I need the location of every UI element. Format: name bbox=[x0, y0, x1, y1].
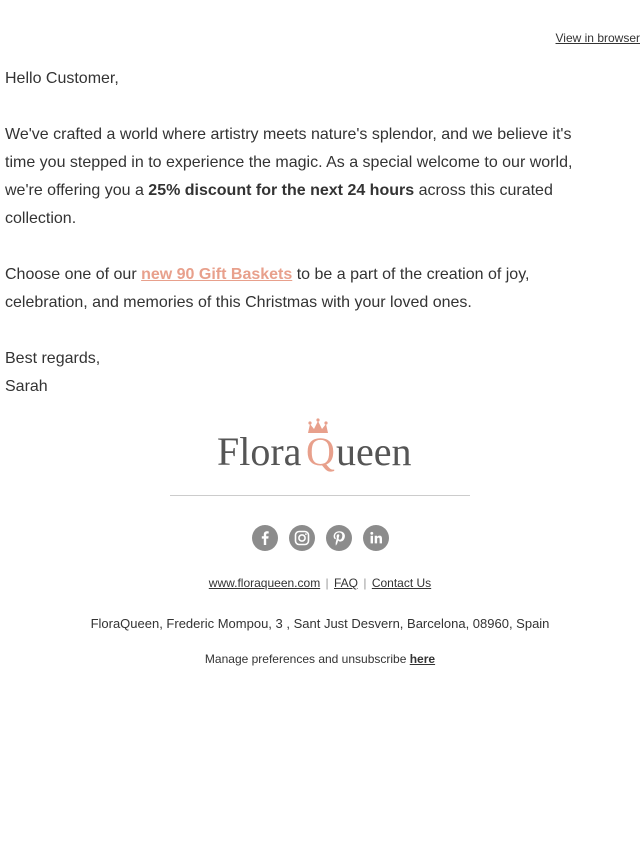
offer-text-2: across this curated collection. bbox=[5, 182, 553, 227]
contact-us-link[interactable]: Contact Us bbox=[371, 576, 432, 590]
view-in-browser-link[interactable]: View in browser bbox=[555, 31, 640, 45]
view-in-browser-row bbox=[556, 31, 640, 45]
link-separator: | bbox=[325, 576, 329, 590]
linkedin-icon[interactable] bbox=[363, 525, 389, 551]
signature: Sarah bbox=[5, 378, 48, 395]
link-separator: | bbox=[363, 576, 367, 590]
offer-discount-bold: 25% discount for the next 24 hours bbox=[148, 182, 415, 199]
manage-text: Manage preferences and unsubscribe bbox=[204, 652, 410, 666]
offer-text-1: We've crafted a world where artistry meets nature's splendor, and we believe it's time you stepped in to experience the magic. As a special welcome to our world, we're offering you a bbox=[5, 126, 573, 199]
baskets-text-2: to be a part of the creation of joy, celebration, and memories of this Christmas with your loved ones. bbox=[5, 266, 530, 311]
logo-text-q: Q bbox=[306, 429, 335, 474]
website-link[interactable]: www.floraqueen.com bbox=[208, 576, 321, 590]
faq-link[interactable]: FAQ bbox=[334, 576, 359, 590]
logo-text-flora: Flora bbox=[217, 429, 302, 474]
company-address: FloraQueen, Frederic Mompou, 3 , Sant Just Desvern, Barcelona, 08960, Spain bbox=[90, 616, 550, 631]
manage-preferences bbox=[0, 652, 640, 666]
paragraph-offer bbox=[5, 121, 595, 233]
unsubscribe-link[interactable]: here bbox=[409, 652, 436, 666]
footer-divider bbox=[170, 495, 470, 496]
greeting: Hello Customer, bbox=[5, 70, 119, 87]
facebook-icon[interactable] bbox=[252, 525, 278, 551]
signoff: Best regards, bbox=[5, 350, 101, 367]
gift-baskets-link[interactable]: new 90 Gift Baskets bbox=[141, 266, 293, 283]
baskets-text-1: Choose one of our bbox=[5, 266, 142, 283]
paragraph-gift-baskets bbox=[5, 261, 595, 317]
floraqueen-logo[interactable] bbox=[215, 415, 425, 479]
footer-links bbox=[0, 576, 640, 590]
instagram-icon[interactable] bbox=[289, 525, 315, 551]
pinterest-icon[interactable] bbox=[326, 525, 352, 551]
footer bbox=[0, 415, 640, 666]
logo-text-ueen: ueen bbox=[336, 429, 412, 474]
social-links bbox=[0, 525, 640, 551]
letter-body bbox=[5, 65, 595, 401]
